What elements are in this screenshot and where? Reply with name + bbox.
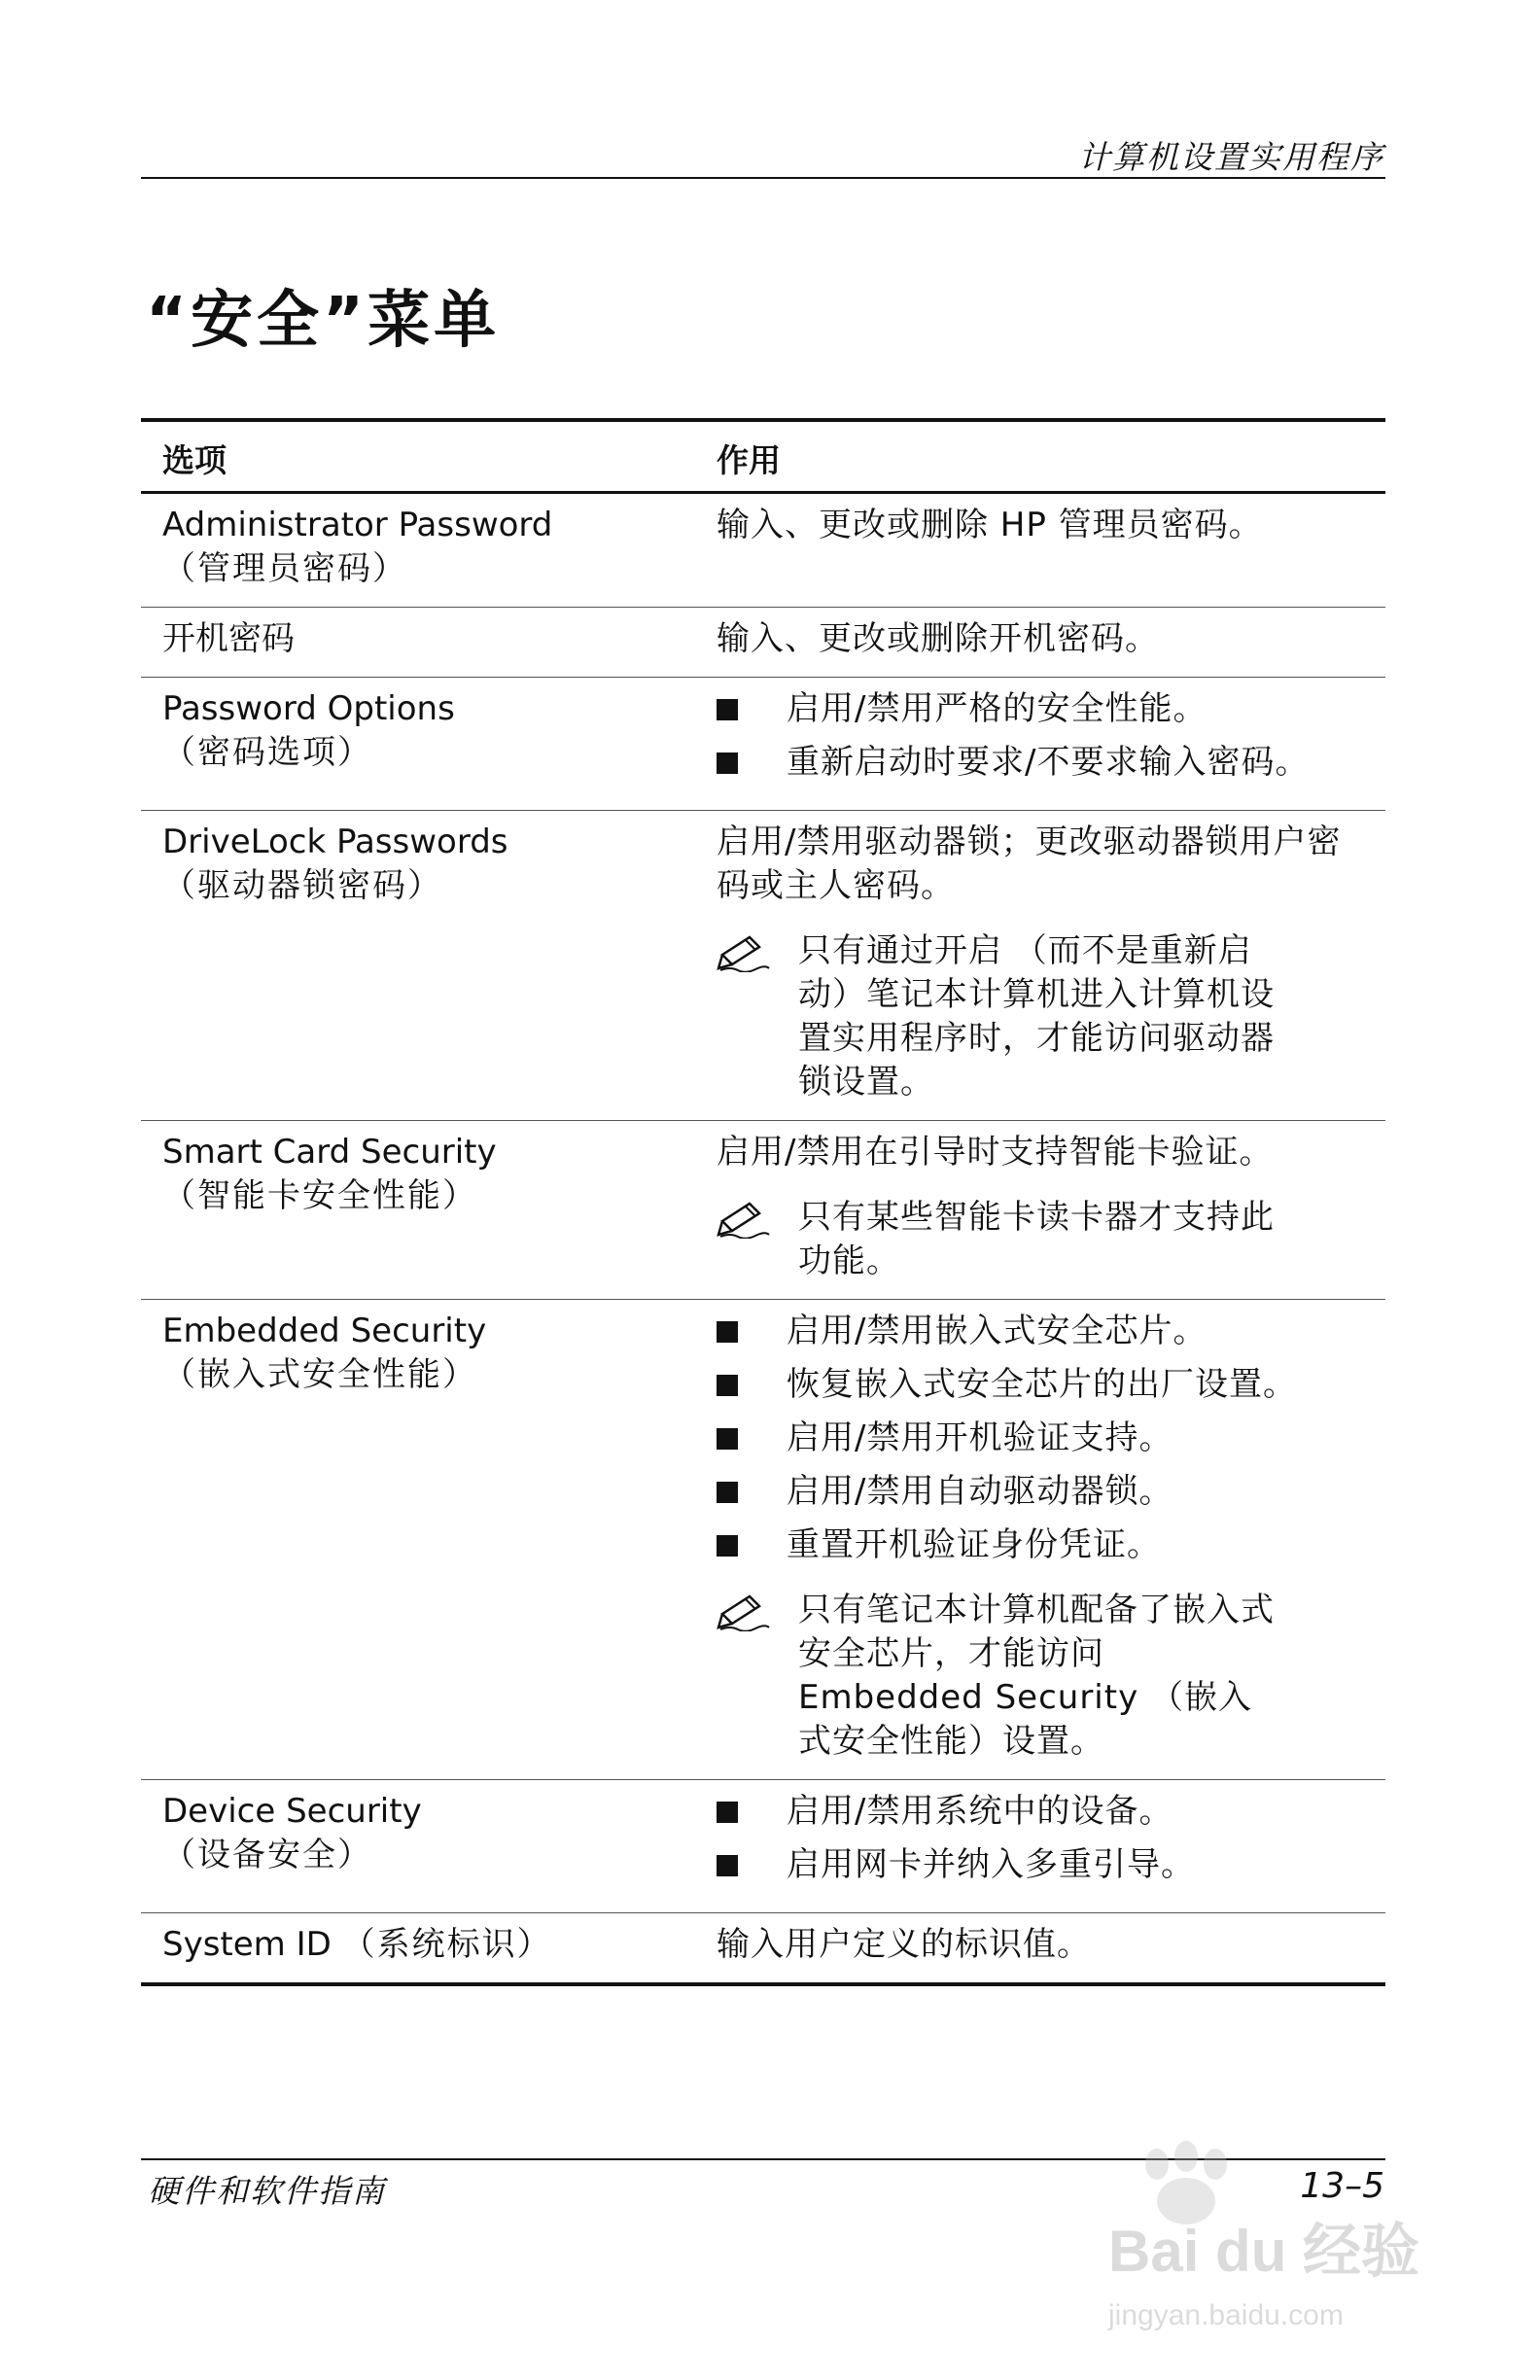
function-cell xyxy=(695,1780,1385,1913)
option-subtitle: （驱动器锁密码） xyxy=(162,866,442,905)
baidu-watermark xyxy=(1089,2135,1439,2349)
function-cell xyxy=(695,678,1385,811)
function-cell xyxy=(695,1913,1385,1985)
list-item xyxy=(717,1417,1362,1460)
function-cell xyxy=(695,493,1385,608)
list-item-text: 重新启动时要求/不要求输入密码。 xyxy=(787,743,1310,782)
list-item xyxy=(717,1790,1362,1834)
option-subtitle: （系统标识） xyxy=(341,1925,552,1964)
list-item xyxy=(717,1523,1362,1567)
bullet-square-icon xyxy=(717,1428,738,1450)
note xyxy=(717,929,1362,1104)
function-text: 输入、更改或删除开机密码。 xyxy=(717,619,1159,658)
table-row xyxy=(141,608,1385,678)
table-row xyxy=(141,811,1385,1121)
col-header-function: 作用 xyxy=(717,441,781,479)
bullet-square-icon xyxy=(717,752,738,774)
bullet-square-icon xyxy=(717,1535,738,1557)
list-item-text: 恢复嵌入式安全芯片的出厂设置。 xyxy=(787,1365,1297,1404)
col-header-option: 选项 xyxy=(162,441,227,479)
table-row xyxy=(141,1300,1385,1780)
list-item-text: 启用/禁用开机验证支持。 xyxy=(787,1418,1173,1457)
security-menu-table xyxy=(141,418,1385,1986)
list-item-text: 启用/禁用严格的安全性能。 xyxy=(787,689,1208,728)
table-row xyxy=(141,493,1385,608)
option-cell xyxy=(141,678,695,811)
note xyxy=(717,1196,1362,1283)
function-cell xyxy=(695,1121,1385,1300)
bullet-square-icon xyxy=(717,1321,738,1343)
footer-book-title: 硬件和软件指南 xyxy=(148,2172,386,2210)
list-item xyxy=(717,1310,1362,1353)
option-subtitle: （智能卡安全性能） xyxy=(162,1176,477,1215)
list-item xyxy=(717,1843,1362,1887)
function-cell xyxy=(695,1300,1385,1780)
list-item-text: 重置开机验证身份凭证。 xyxy=(787,1525,1161,1564)
bullet-square-icon xyxy=(717,1855,738,1876)
watermark-brand: Bai du 经验 xyxy=(1108,2219,1420,2284)
option-subtitle: （设备安全） xyxy=(162,1836,372,1874)
table-row xyxy=(141,1121,1385,1300)
option-name: DriveLock Passwords xyxy=(162,822,508,861)
option-cell xyxy=(141,1913,695,1985)
watermark-url: jingyan.baidu.com xyxy=(1108,2299,1344,2331)
option-name: Password Options xyxy=(162,689,455,728)
option-subtitle: （密码选项） xyxy=(162,733,372,772)
option-cell xyxy=(141,1300,695,1780)
function-text: 输入用户定义的标识值。 xyxy=(717,1925,1091,1964)
function-cell xyxy=(695,608,1385,678)
bullet-square-icon xyxy=(717,1482,738,1503)
pencil-note-icon xyxy=(717,1200,771,1239)
function-text: 启用/禁用在引导时支持智能卡验证。 xyxy=(717,1133,1274,1172)
note-text: 只有通过开启 （而不是重新启动）笔记本计算机进入计算机设置实用程序时，才能访问驱动器锁设置。 xyxy=(798,931,1275,1102)
note-text: 只有笔记本计算机配备了嵌入式安全芯片，才能访问 Embedded Security （嵌入式安全性能）设置。 xyxy=(798,1591,1275,1761)
option-cell xyxy=(141,1780,695,1913)
bullet-list xyxy=(717,1310,1362,1567)
header-rule xyxy=(141,177,1385,179)
option-cell xyxy=(141,493,695,608)
option-name: Administrator Password xyxy=(162,506,553,544)
page-number: 13–5 xyxy=(1300,2166,1384,2206)
bullet-list xyxy=(717,1790,1362,1887)
pencil-note-icon xyxy=(717,1592,771,1631)
function-cell xyxy=(695,811,1385,1121)
running-header: 计算机设置实用程序 xyxy=(1078,138,1384,176)
list-item-text: 启用/禁用嵌入式安全芯片。 xyxy=(787,1312,1208,1350)
note xyxy=(717,1589,1362,1764)
function-text: 启用/禁用驱动器锁；更改驱动器锁用户密码或主人密码。 xyxy=(717,822,1342,905)
list-item xyxy=(717,1363,1362,1407)
option-cell xyxy=(141,1121,695,1300)
option-name: Device Security xyxy=(162,1792,422,1831)
list-item-text: 启用网卡并纳入多重引导。 xyxy=(787,1845,1195,1884)
option-name: Smart Card Security xyxy=(162,1133,497,1172)
table-row xyxy=(141,678,1385,811)
list-item xyxy=(717,1470,1362,1514)
paw-icon xyxy=(1145,2141,1227,2224)
option-name: 开机密码 xyxy=(162,619,295,658)
option-subtitle: （嵌入式安全性能） xyxy=(162,1355,477,1394)
option-name: Embedded Security xyxy=(162,1312,487,1350)
pencil-note-icon xyxy=(717,933,771,972)
bullet-square-icon xyxy=(717,699,738,720)
note-text: 只有某些智能卡读卡器才支持此功能。 xyxy=(798,1198,1275,1280)
list-item xyxy=(717,687,1362,731)
option-subtitle: （管理员密码） xyxy=(162,549,407,588)
table-row xyxy=(141,1780,1385,1913)
function-text: 输入、更改或删除 HP 管理员密码。 xyxy=(717,506,1263,544)
table-header-row xyxy=(141,420,1385,493)
option-cell xyxy=(141,608,695,678)
bullet-square-icon xyxy=(717,1375,738,1396)
option-name: System ID xyxy=(162,1925,332,1964)
list-item-text: 启用/禁用系统中的设备。 xyxy=(787,1792,1173,1831)
list-item-text: 启用/禁用自动驱动器锁。 xyxy=(787,1472,1173,1511)
bullet-square-icon xyxy=(717,1802,738,1823)
bullet-list xyxy=(717,687,1362,785)
page-title: “安全”菜单 xyxy=(146,285,501,357)
list-item xyxy=(717,741,1362,785)
option-cell xyxy=(141,811,695,1121)
table-row xyxy=(141,1913,1385,1985)
